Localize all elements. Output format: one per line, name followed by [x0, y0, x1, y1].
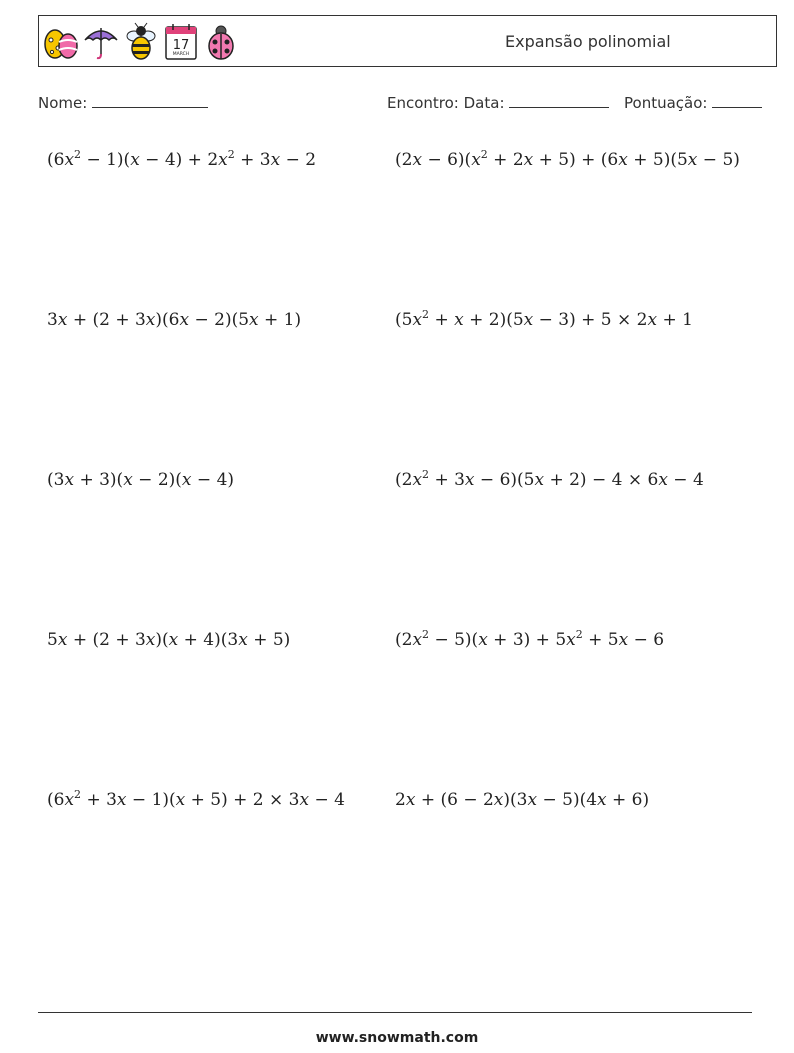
- header-icons: [43, 21, 239, 63]
- easter-eggs-icon: [43, 22, 79, 62]
- name-field: [38, 93, 208, 112]
- meeting-date-label: Encontro: Data:: [387, 94, 505, 112]
- worksheet-header: [38, 15, 777, 67]
- problem-8: $(2x^2 - 5)(x + 3) + 5x^2 + 5x - 6$: [395, 628, 665, 650]
- worksheet-title: Expansão polinomial: [505, 32, 671, 51]
- calendar-icon: [163, 22, 199, 62]
- calendar-month: MARCH: [172, 52, 190, 57]
- problem-10: 2x + (6 − 2x)(3x − 5)(4x + 6): [395, 790, 650, 810]
- problem-4: $(5x^2 + x + 2)(5x - 3) + 5 \times 2x + 1$: [395, 308, 693, 330]
- score-blank[interactable]: [712, 93, 762, 108]
- name-label: Nome:: [38, 94, 88, 112]
- calendar-day: 17: [172, 38, 190, 53]
- bee-icon: [123, 22, 159, 62]
- problem-9: $(6x^2 + 3x - 1)(x + 5) + 2 \times 3x - 4$: [47, 788, 345, 810]
- footer-url: www.snowmath.com: [315, 1030, 479, 1046]
- umbrella-icon: [83, 22, 119, 62]
- problem-3: 3x + (2 + 3x)(6x − 2)(5x + 1): [47, 310, 302, 330]
- problem-2: $(2x - 6)(x^2 + 2x + 5) + (6x + 5)(5x - 5)$: [395, 148, 740, 170]
- problem-1: $(6x^2 - 1)(x - 4) + 2x^2 + 3x - 2$: [47, 148, 317, 170]
- ladybug-icon: [203, 22, 239, 62]
- meeting-date-field: [387, 93, 609, 112]
- problem-5: (3x + 3)(x − 2)(x − 4): [47, 470, 235, 490]
- date-blank[interactable]: [509, 93, 609, 108]
- score-label: Pontuação:: [624, 94, 708, 112]
- problem-7: 5x + (2 + 3x)(x + 4)(3x + 5): [47, 630, 291, 650]
- footer-divider: [38, 1012, 752, 1013]
- problem-6: $(2x^2 + 3x - 6)(5x + 2) - 4 \times 6x - 4$: [395, 468, 704, 490]
- score-field: [624, 93, 762, 112]
- name-blank[interactable]: [92, 93, 208, 108]
